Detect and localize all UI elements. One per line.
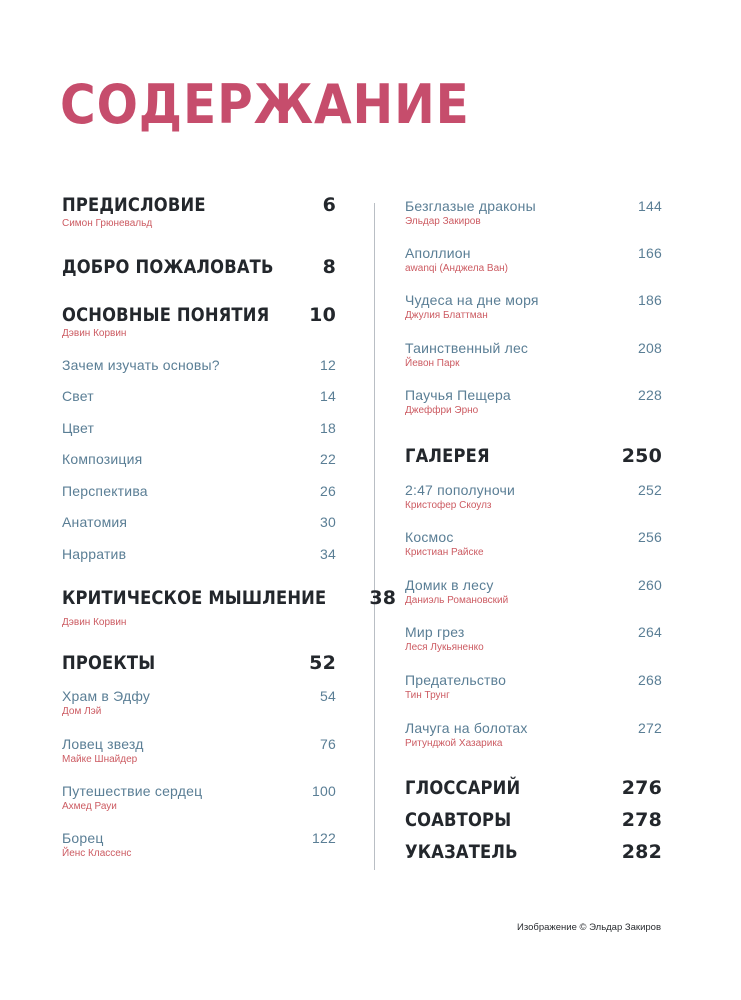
toc-entry-page: 30 [320,514,336,530]
image-credit: Изображение © Эльдар Закиров [517,922,661,933]
toc-entry-author: Йенс Классенс [62,848,132,859]
toc-entry-page: 252 [638,482,662,498]
toc-entry-title: Борец [62,830,104,846]
toc-entry-page: 256 [638,529,662,545]
toc-entry-title: Космос [405,529,454,545]
toc-entry-title: Таинственный лес [405,340,529,356]
toc-entry[interactable] [62,830,336,859]
toc-entry-author: Дэвин Корвин [62,617,127,628]
toc-entry-page: 18 [320,420,336,436]
toc-entry[interactable] [405,198,662,227]
toc-entry-page: 278 [621,809,662,831]
toc-entry-title: Аполлион [405,245,471,261]
toc-entry-author: awanqi (Анджела Ван) [405,263,509,274]
toc-entry[interactable] [62,357,336,373]
toc-entry-author: Ахмед Рауи [62,801,117,812]
toc-entry-title: Путешествие сердец [62,783,203,799]
toc-entry[interactable] [405,245,662,274]
toc-entry-page: 52 [309,652,336,674]
toc-entry-title: Безглазые драконы [405,198,536,214]
toc-entry-title: Композиция [62,451,143,467]
toc-entry-page: 166 [638,245,662,261]
toc-entry-title: ПРЕДИСЛОВИЕ [62,194,206,216]
toc-entry-author: Джулия Блаттман [405,310,488,321]
toc-entry-page: 22 [320,451,336,467]
toc-entry[interactable] [405,577,662,606]
toc-entry-page: 54 [320,688,336,704]
toc-entry-title: Паучья Пещера [405,387,511,403]
toc-entry-author: Дом Лэй [62,706,102,717]
toc-entry-page: 8 [322,256,336,278]
toc-entry[interactable] [62,256,336,278]
toc-entry-title: ДОБРО ПОЖАЛОВАТЬ [62,256,274,278]
toc-entry-title: Ловец звезд [62,736,144,752]
toc-entry[interactable] [405,777,662,799]
toc-entry[interactable] [62,420,336,436]
toc-entry[interactable] [405,720,662,749]
toc-entry-title: ОСНОВНЫЕ ПОНЯТИЯ [62,304,270,326]
toc-entry-title: ГАЛЕРЕЯ [405,445,490,467]
toc-entry-author: Тин Трунг [405,690,450,701]
toc-entry-page: 122 [312,830,336,846]
toc-entry-title: ПРОЕКТЫ [62,652,156,674]
toc-entry-page: 12 [320,357,336,373]
toc-entry[interactable] [62,194,336,229]
toc-entry-page: 268 [638,672,662,688]
toc-entry-author: Кристиан Райске [405,547,484,558]
toc-entry-page: 276 [621,777,662,799]
toc-entry-page: 228 [638,387,662,403]
toc-entry[interactable] [405,529,662,558]
toc-entry[interactable] [405,340,662,369]
toc-entry-page: 272 [638,720,662,736]
toc-entry-page: 186 [638,292,662,308]
toc-entry[interactable] [405,809,662,831]
toc-entry-title: Цвет [62,420,95,436]
toc-entry-page: 100 [312,783,336,799]
toc-entry[interactable] [62,587,397,628]
toc-entry-page: 10 [309,304,336,326]
toc-entry-page: 282 [621,841,662,863]
toc-entry-title: УКАЗАТЕЛЬ [405,841,518,863]
toc-entry-title: Лачуга на болотах [405,720,528,736]
toc-entry[interactable] [405,624,662,653]
toc-entry[interactable] [405,292,662,321]
toc-entry-page: 14 [320,388,336,404]
toc-entry-page: 26 [320,483,336,499]
toc-entry-title: Зачем изучать основы? [62,357,220,373]
toc-entry-page: 38 [369,587,397,609]
toc-entry-title: СОАВТОРЫ [405,809,512,831]
toc-entry-author: Даниэль Романовский [405,595,509,606]
page-title: СОДЕРЖАНИЕ [60,73,470,136]
toc-entry-author: Кристофер Скоулз [405,500,492,511]
toc-entry-author: Майке Шнайдер [62,754,138,765]
toc-entry-page: 6 [322,194,336,216]
column-divider [374,203,375,870]
toc-entry-page: 264 [638,624,662,640]
toc-entry[interactable] [62,514,336,530]
toc-entry-author: Дэвин Корвин [62,328,127,339]
toc-entry-title: Мир грез [405,624,465,640]
toc-entry-title: ГЛОССАРИЙ [405,777,521,799]
toc-entry-title: 2:47 пополуночи [405,482,516,498]
toc-entry[interactable] [405,482,662,511]
toc-entry-author: Симон Грюневальд [62,218,153,229]
toc-entry-title: Чудеса на дне моря [405,292,539,308]
toc-entry-title: Нарратив [62,546,127,562]
toc-entry-page: 34 [320,546,336,562]
toc-entry-title: Свет [62,388,94,404]
toc-entry[interactable] [62,388,336,404]
toc-entry[interactable] [405,672,662,701]
toc-entry[interactable] [62,546,336,562]
toc-entry[interactable] [405,841,662,863]
toc-entry-author: Леся Лукьяненко [405,642,484,653]
toc-entry[interactable] [405,387,662,416]
toc-entry-author: Йевон Парк [405,358,460,369]
toc-entry[interactable] [62,652,336,674]
toc-entry-author: Эльдар Закиров [405,216,481,227]
toc-entry-title: Храм в Эдфу [62,688,151,704]
toc-entry[interactable] [62,736,336,765]
toc-entry-title: Предательство [405,672,507,688]
toc-entry-page: 208 [638,340,662,356]
toc-entry[interactable] [62,483,336,499]
toc-entry[interactable] [62,304,336,339]
toc-entry[interactable] [62,783,336,812]
toc-entry-title: Анатомия [62,514,128,530]
toc-entry-page: 76 [320,736,336,752]
toc-entry-title: Домик в лесу [405,577,494,593]
toc-entry[interactable] [62,688,336,717]
toc-entry-title: Перспектива [62,483,148,499]
toc-entry-page: 250 [621,445,662,467]
toc-entry-page: 260 [638,577,662,593]
toc-entry-title: КРИТИЧЕСКОЕ МЫШЛЕНИЕ [62,587,327,609]
toc-entry-author: Ритунджой Хазарика [405,738,503,749]
toc-entry[interactable] [62,451,336,467]
toc-entry-author: Джеффри Эрно [405,405,479,416]
toc-entry-page: 144 [638,198,662,214]
toc-entry[interactable] [405,445,662,467]
